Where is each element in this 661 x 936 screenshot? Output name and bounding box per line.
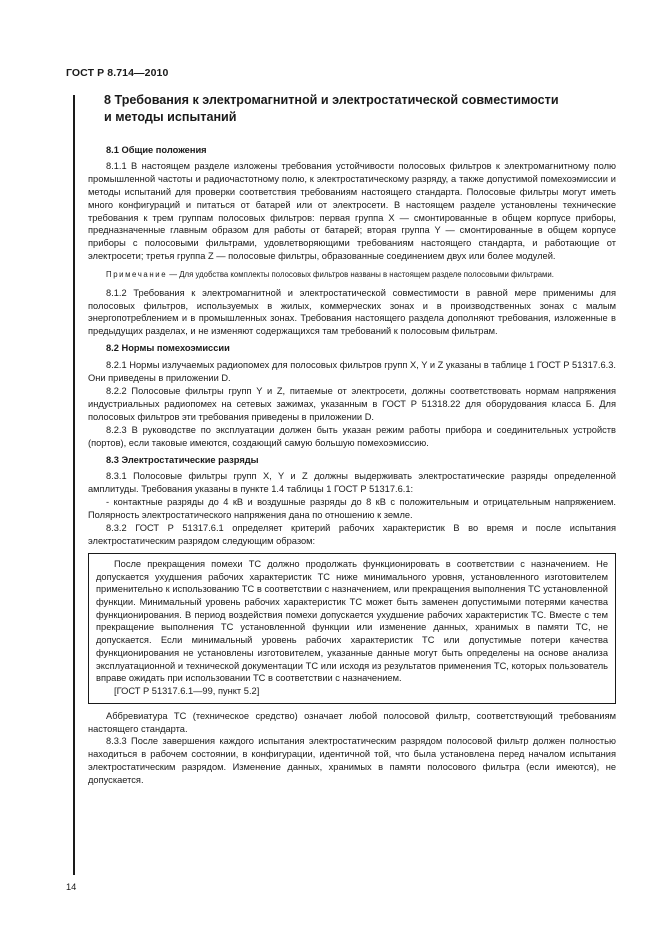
note	[88, 269, 616, 281]
subsection-title-8-2: 8.2 Нормы помехоэмиссии	[106, 343, 230, 354]
document-header: ГОСТ Р 8.714—2010	[66, 67, 169, 79]
paragraph-8-1-2: 8.1.2 Требования к электромагнитной и электростатической совместимости в равной мере применимы для полосовых фильтров, используемых в жилых, коммерческих зонах и в производственных зонах с малым энергопотреблением и в промышленных зонах. Требования настоящего раздела дополняют требования, изложенные в предыдущих разделах, и не изменяют содержащихся там требований к полосовым фильтрам.	[88, 287, 616, 337]
paragraph-8-1-1: 8.1.1 В настоящем разделе изложены требования устойчивости полосовых фильтров к электромагнитному полю промышленной частоты и радиочастотному полю, к электростатическому разряду, а также допустимой помехоэмиссии и методы испытаний для проверки соответствия требованиям настоящего стандарта. Полосовые фильтры могут иметь много конфигураций и питаться от батарей или от электросети. В настоящем разделе установлены технические требования к трем группам полосовых фильтров: первая группа X — смонтированные в общем корпусе приборы, предназначенные главным образом для работы от батарей; вторая группа Y — смонтированные в общем корпусе приборы с полосовыми фильтрами, удовлетворяющими требованиям настоящего стандарта, и работающие от электросети; третья группа Z — полосовые фильтры, образованные соединением двух или более модулей.	[88, 160, 616, 262]
page-number: 14	[66, 882, 77, 892]
paragraph-8-3-1: 8.3.1 Полосовые фильтры групп X, Y и Z должны выдерживать электростатические разряды определенной амплитуды. Требования указаны в пункте 1.4 таблицы 1 ГОСТ Р 51317.6.1:	[88, 471, 616, 495]
note-label: Примечание	[106, 270, 168, 280]
subsection-title-8-1: 8.1 Общие положения	[106, 145, 207, 155]
paragraph-8-3-3: 8.3.3 После завершения каждого испытания электростатическим разрядом полосовой фильтр должен полностью находиться в рабочем состоянии, в конфигурации, идентичной той, что была установлена перед началом испытания электростатическим разрядом. Изменение данных, хранимых в памяти полосового фильтра (если имеются), не допускается.	[88, 736, 616, 786]
bullet-item: - контактные разряды до 4 кВ и воздушные разряды до 8 кВ с положительным и отрицательным напряжением. Полярность электростатического напряжения дана по отношению к земле.	[88, 497, 616, 521]
quote-text: После прекращения помехи ТС должно продолжать функционировать в соответствии с назначением. Не допускается ухудшения рабочих характеристик ТС ниже минимального уровня, установленного изготовителем применительно к использованию ТС в соответствии с назначением, или прекращения выполнения ТС установленной функции. Минимальный уровень рабочих характеристик ТС может быть заменен допустимыми потерями качества функционирования. В период воздействия помехи допускается ухудшение рабочих характеристик ТС. Вместе с тем прекращение выполнения ТС установленной функции или изменение данных, хранимых в памяти ТС, не допускается. Если минимальный уровень рабочих характеристик ТС или допустимые потери качества функционирования не установлены изготовителем, указанные данные могут быть определены на основе анализа эксплуатационной и технической документации ТС или исходя из результатов применения ТС, которых пользователь вправе ожидать при использовании ТС в соответствии с назначением.	[96, 558, 608, 684]
note-text: — Для удобства комплекты полосовых фильтров названы в настоящем разделе полосовыми фильтрами.	[167, 270, 554, 280]
page-content	[88, 92, 616, 787]
section-title	[104, 92, 616, 126]
paragraph-8-2-1: 8.2.1 Нормы излучаемых радиопомех для полосовых фильтров групп X, Y и Z указаны в таблице 1 ГОСТ Р 51317.6.3. Они приведены в приложении D.	[88, 360, 616, 384]
change-bar	[73, 95, 75, 875]
quoted-definition-box	[88, 553, 616, 704]
subsection-title-8-3: 8.3 Электростатические разряды	[106, 454, 259, 465]
section-title-line1: 8 Требования к электромагнитной и электростатической совместимости	[104, 93, 559, 107]
quote-reference: [ГОСТ Р 51317.6.1—99, пункт 5.2]	[114, 685, 260, 696]
paragraph-8-3-2: 8.3.2 ГОСТ Р 51317.6.1 определяет критерий рабочих характеристик B во время и после испытания электростатическим разрядом следующим образом:	[88, 523, 616, 546]
paragraph-8-2-2: 8.2.2 Полосовые фильтры групп Y и Z, питаемые от электросети, должны соответствовать нормам напряжения индустриальных радиопомех на сетевых зажимах, указанным в ГОСТ Р 51318.22 для оборудования класса Б. Для полосовых фильтров эти требования приведены в приложении D.	[88, 386, 616, 422]
section-title-line2: и методы испытаний	[104, 110, 237, 124]
paragraph-8-2-3: 8.2.3 В руководстве по эксплуатации должен быть указан режим работы прибора и соединительных устройств (портов), если таковые имеются, создающий самую большую помехоэмиссию.	[88, 424, 616, 448]
abbreviation-note: Аббревиатура ТС (техническое средство) означает любой полосовой фильтр, соответствующий требованиям настоящего стандарта.	[88, 710, 616, 734]
